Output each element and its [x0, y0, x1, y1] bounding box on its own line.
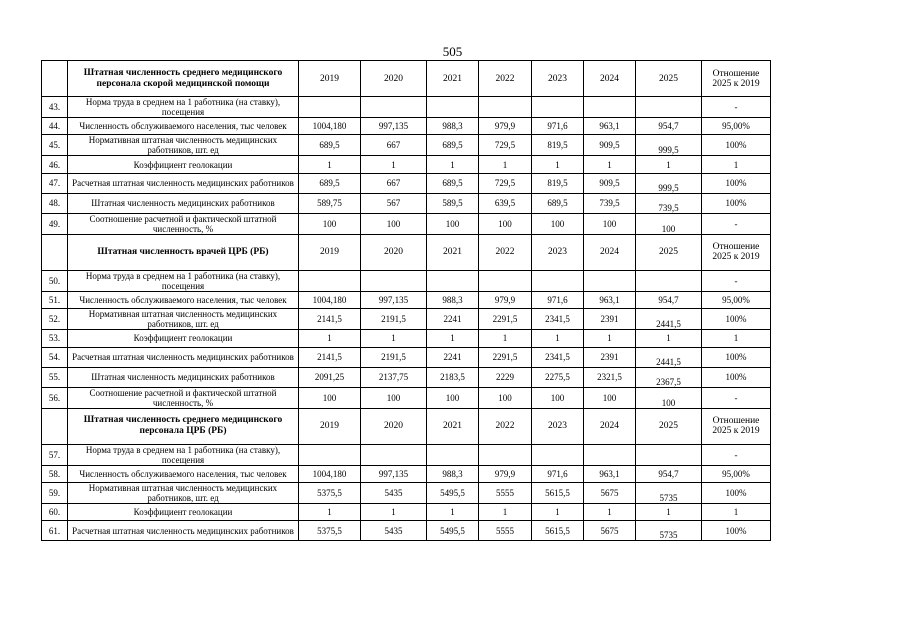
value-cell: 5435: [361, 521, 427, 541]
row-number: 47.: [42, 173, 68, 193]
value-cell: 100: [636, 387, 702, 408]
row-label: Нормативная штатная численность медицинских работников, шт. ед: [68, 135, 299, 156]
value-cell: 5615,5: [532, 482, 584, 503]
value-cell: 729,5: [479, 173, 532, 193]
ratio-cell: 100%: [702, 482, 771, 503]
row-label: Норма труда в среднем на 1 работника (на ставку), посещения: [68, 270, 299, 291]
row-number: 55.: [42, 367, 68, 387]
value-cell: 2391: [584, 347, 636, 367]
row-label: Коэффициент геолокации: [68, 156, 299, 173]
row-number: 50.: [42, 270, 68, 291]
table-row: [42, 503, 771, 520]
year-header: 2022: [479, 61, 532, 97]
value-cell: 1: [479, 156, 532, 173]
header-num-cell: [42, 61, 68, 97]
value-cell: 100: [532, 213, 584, 234]
value-cell: [361, 444, 427, 465]
value-cell: [361, 270, 427, 291]
value-cell: 5495,5: [427, 521, 479, 541]
value-cell: 971,6: [532, 291, 584, 308]
value-cell: [427, 270, 479, 291]
ratio-cell: -: [702, 444, 771, 465]
value-cell: 5495,5: [427, 482, 479, 503]
year-header: 2019: [299, 234, 361, 270]
ratio-cell: 100%: [702, 193, 771, 213]
value-cell: 1: [584, 156, 636, 173]
header-num-cell: [42, 234, 68, 270]
value-cell: [584, 270, 636, 291]
value-cell: [479, 97, 532, 118]
value-cell: 979,9: [479, 291, 532, 308]
value-cell: 954,7: [636, 118, 702, 135]
value-cell: 729,5: [479, 135, 532, 156]
ratio-cell: 1: [702, 503, 771, 520]
table-row: [42, 347, 771, 367]
value-cell: 988,3: [427, 118, 479, 135]
value-cell: 5675: [584, 521, 636, 541]
value-cell: 2183,5: [427, 367, 479, 387]
year-header: 2019: [299, 61, 361, 97]
year-header: 2025: [636, 234, 702, 270]
value-cell: 2141,5: [299, 309, 361, 330]
value-cell: [532, 97, 584, 118]
value-cell: 954,7: [636, 465, 702, 482]
row-number: 44.: [42, 118, 68, 135]
value-cell: 5615,5: [532, 521, 584, 541]
value-cell: [636, 444, 702, 465]
value-cell: 1: [532, 503, 584, 520]
value-cell: 1: [427, 503, 479, 520]
table-row: [42, 118, 771, 135]
row-number: 51.: [42, 291, 68, 308]
value-cell: 1: [299, 503, 361, 520]
year-header: 2024: [584, 234, 636, 270]
value-cell: [427, 444, 479, 465]
ratio-cell: -: [702, 387, 771, 408]
value-cell: 1: [584, 503, 636, 520]
value-cell: 5675: [584, 482, 636, 503]
table-row: [42, 444, 771, 465]
row-number: 58.: [42, 465, 68, 482]
value-cell: [299, 444, 361, 465]
ratio-header: Отношение 2025 к 2019: [702, 234, 771, 270]
header-num-cell: [42, 408, 68, 444]
row-label: Коэффициент геолокации: [68, 330, 299, 347]
value-cell: 1: [636, 156, 702, 173]
section-header: [42, 234, 771, 270]
value-cell: 2141,5: [299, 347, 361, 367]
value-cell: 5735: [636, 482, 702, 503]
value-cell: [584, 444, 636, 465]
row-label: Численность обслуживаемого населения, тыс человек: [68, 118, 299, 135]
row-number: 46.: [42, 156, 68, 173]
value-cell: 689,5: [427, 173, 479, 193]
ratio-cell: 100%: [702, 347, 771, 367]
year-header: 2021: [427, 234, 479, 270]
value-cell: 2291,5: [479, 347, 532, 367]
value-cell: 1004,180: [299, 118, 361, 135]
table-row: [42, 367, 771, 387]
value-cell: 909,5: [584, 173, 636, 193]
row-number: 53.: [42, 330, 68, 347]
value-cell: [361, 97, 427, 118]
value-cell: 979,9: [479, 118, 532, 135]
section-header: [42, 61, 771, 97]
value-cell: [532, 444, 584, 465]
value-cell: 1: [584, 330, 636, 347]
row-label: Соотношение расчетной и фактической штатной численность, %: [68, 213, 299, 234]
ratio-cell: 100%: [702, 521, 771, 541]
value-cell: 1: [636, 503, 702, 520]
year-header: 2020: [361, 408, 427, 444]
ratio-cell: -: [702, 213, 771, 234]
table-row: [42, 270, 771, 291]
value-cell: 1: [427, 330, 479, 347]
value-cell: 963,1: [584, 465, 636, 482]
row-label: Коэффициент геолокации: [68, 503, 299, 520]
row-label: Норма труда в среднем на 1 работника (на ставку), посещения: [68, 97, 299, 118]
value-cell: 739,5: [636, 193, 702, 213]
value-cell: 2391: [584, 309, 636, 330]
value-cell: 689,5: [299, 135, 361, 156]
value-cell: 2341,5: [532, 347, 584, 367]
value-cell: [299, 97, 361, 118]
table-row: [42, 156, 771, 173]
year-header: 2023: [532, 234, 584, 270]
section-title: Штатная численность среднего медицинского персонала ЦРБ (РБ): [68, 408, 299, 444]
value-cell: 954,7: [636, 291, 702, 308]
value-cell: 1004,180: [299, 291, 361, 308]
row-number: 60.: [42, 503, 68, 520]
year-header: 2020: [361, 61, 427, 97]
value-cell: 997,135: [361, 118, 427, 135]
table-row: [42, 193, 771, 213]
value-cell: 1: [299, 330, 361, 347]
value-cell: 963,1: [584, 291, 636, 308]
value-cell: 689,5: [532, 193, 584, 213]
value-cell: 1: [299, 156, 361, 173]
row-number: 57.: [42, 444, 68, 465]
value-cell: 100: [479, 387, 532, 408]
value-cell: [584, 97, 636, 118]
row-number: 45.: [42, 135, 68, 156]
row-number: 52.: [42, 309, 68, 330]
year-header: 2024: [584, 408, 636, 444]
value-cell: 1: [427, 156, 479, 173]
ratio-cell: 1: [702, 330, 771, 347]
value-cell: 100: [584, 213, 636, 234]
value-cell: 739,5: [584, 193, 636, 213]
row-label: Соотношение расчетной и фактической штатной численность, %: [68, 387, 299, 408]
value-cell: 5555: [479, 521, 532, 541]
value-cell: 100: [299, 387, 361, 408]
ratio-header: Отношение 2025 к 2019: [702, 408, 771, 444]
value-cell: 2137,75: [361, 367, 427, 387]
table-row: [42, 97, 771, 118]
value-cell: 2291,5: [479, 309, 532, 330]
value-cell: 1: [479, 503, 532, 520]
value-cell: [636, 270, 702, 291]
value-cell: 2241: [427, 347, 479, 367]
value-cell: 5435: [361, 482, 427, 503]
year-header: 2025: [636, 408, 702, 444]
value-cell: 1: [532, 330, 584, 347]
value-cell: 5375,5: [299, 521, 361, 541]
ratio-cell: 100%: [702, 367, 771, 387]
value-cell: 2321,5: [584, 367, 636, 387]
value-cell: 988,3: [427, 291, 479, 308]
ratio-cell: 100%: [702, 309, 771, 330]
table-row: [42, 309, 771, 330]
row-label: Численность обслуживаемого населения, тыс человек: [68, 291, 299, 308]
year-header: 2021: [427, 408, 479, 444]
value-cell: 5375,5: [299, 482, 361, 503]
value-cell: 100: [584, 387, 636, 408]
value-cell: 997,135: [361, 291, 427, 308]
value-cell: 819,5: [532, 173, 584, 193]
row-number: 48.: [42, 193, 68, 213]
value-cell: 819,5: [532, 135, 584, 156]
section-title: Штатная численность среднего медицинского персонала скорой медицинской помощи: [68, 61, 299, 97]
value-cell: 1: [479, 330, 532, 347]
value-cell: [479, 270, 532, 291]
row-number: 56.: [42, 387, 68, 408]
year-header: 2024: [584, 61, 636, 97]
year-header: 2022: [479, 408, 532, 444]
table-row: [42, 173, 771, 193]
value-cell: 689,5: [427, 135, 479, 156]
row-label: Численность обслуживаемого населения, тыс человек: [68, 465, 299, 482]
value-cell: 999,5: [636, 135, 702, 156]
year-header: 2025: [636, 61, 702, 97]
value-cell: [532, 270, 584, 291]
table-row: [42, 291, 771, 308]
value-cell: 100: [361, 213, 427, 234]
value-cell: 2441,5: [636, 309, 702, 330]
ratio-cell: -: [702, 97, 771, 118]
year-header: 2023: [532, 408, 584, 444]
value-cell: 567: [361, 193, 427, 213]
value-cell: 100: [636, 213, 702, 234]
value-cell: [636, 97, 702, 118]
value-cell: 2191,5: [361, 347, 427, 367]
value-cell: 1: [636, 330, 702, 347]
ratio-cell: 100%: [702, 173, 771, 193]
year-header: 2022: [479, 234, 532, 270]
table-row: [42, 521, 771, 541]
value-cell: 1004,180: [299, 465, 361, 482]
ratio-cell: 95,00%: [702, 291, 771, 308]
value-cell: 100: [532, 387, 584, 408]
value-cell: 2091,25: [299, 367, 361, 387]
row-label: Штатная численность медицинских работников: [68, 367, 299, 387]
value-cell: [479, 444, 532, 465]
value-cell: [299, 270, 361, 291]
row-label: Расчетная штатная численность медицинских работников: [68, 347, 299, 367]
value-cell: 589,5: [427, 193, 479, 213]
row-number: 61.: [42, 521, 68, 541]
row-number: 59.: [42, 482, 68, 503]
value-cell: 689,5: [299, 173, 361, 193]
row-label: Норма труда в среднем на 1 работника (на ставку), посещения: [68, 444, 299, 465]
table-row: [42, 330, 771, 347]
section-header: [42, 408, 771, 444]
row-number: 54.: [42, 347, 68, 367]
value-cell: 2191,5: [361, 309, 427, 330]
value-cell: 1: [532, 156, 584, 173]
page-number: 505: [442, 44, 463, 59]
value-cell: 100: [427, 387, 479, 408]
value-cell: 979,9: [479, 465, 532, 482]
value-cell: 2229: [479, 367, 532, 387]
ratio-cell: 1: [702, 156, 771, 173]
row-number: 49.: [42, 213, 68, 234]
row-number: 43.: [42, 97, 68, 118]
table-row: [42, 135, 771, 156]
row-label: Штатная численность медицинских работников: [68, 193, 299, 213]
value-cell: 997,135: [361, 465, 427, 482]
value-cell: 1: [361, 156, 427, 173]
ratio-cell: 95,00%: [702, 118, 771, 135]
value-cell: 100: [479, 213, 532, 234]
value-cell: 963,1: [584, 118, 636, 135]
value-cell: 100: [299, 213, 361, 234]
value-cell: [427, 97, 479, 118]
row-label: Расчетная штатная численность медицинских работников: [68, 173, 299, 193]
ratio-cell: -: [702, 270, 771, 291]
year-header: 2023: [532, 61, 584, 97]
row-label: Нормативная штатная численность медицинских работников, шт. ед: [68, 482, 299, 503]
value-cell: 971,6: [532, 465, 584, 482]
ratio-cell: 95,00%: [702, 465, 771, 482]
value-cell: 999,5: [636, 173, 702, 193]
value-cell: 667: [361, 135, 427, 156]
ratio-cell: 100%: [702, 135, 771, 156]
value-cell: 100: [361, 387, 427, 408]
row-label: Расчетная штатная численность медицинских работников: [68, 521, 299, 541]
value-cell: 667: [361, 173, 427, 193]
table-row: [42, 482, 771, 503]
value-cell: 1: [361, 503, 427, 520]
value-cell: 1: [361, 330, 427, 347]
value-cell: 2241: [427, 309, 479, 330]
year-header: 2019: [299, 408, 361, 444]
staffing-table: [41, 60, 771, 541]
value-cell: 2341,5: [532, 309, 584, 330]
ratio-header: Отношение 2025 к 2019: [702, 61, 771, 97]
value-cell: 988,3: [427, 465, 479, 482]
value-cell: 909,5: [584, 135, 636, 156]
value-cell: 2275,5: [532, 367, 584, 387]
value-cell: 971,6: [532, 118, 584, 135]
value-cell: 100: [427, 213, 479, 234]
value-cell: 5555: [479, 482, 532, 503]
table-row: [42, 465, 771, 482]
section-title: Штатная численность врачей ЦРБ (РБ): [68, 234, 299, 270]
year-header: 2020: [361, 234, 427, 270]
table-row: [42, 213, 771, 234]
value-cell: 5735: [636, 521, 702, 541]
row-label: Нормативная штатная численность медицинских работников, шт. ед: [68, 309, 299, 330]
table-row: [42, 387, 771, 408]
year-header: 2021: [427, 61, 479, 97]
value-cell: 2367,5: [636, 367, 702, 387]
value-cell: 639,5: [479, 193, 532, 213]
value-cell: 589,75: [299, 193, 361, 213]
value-cell: 2441,5: [636, 347, 702, 367]
